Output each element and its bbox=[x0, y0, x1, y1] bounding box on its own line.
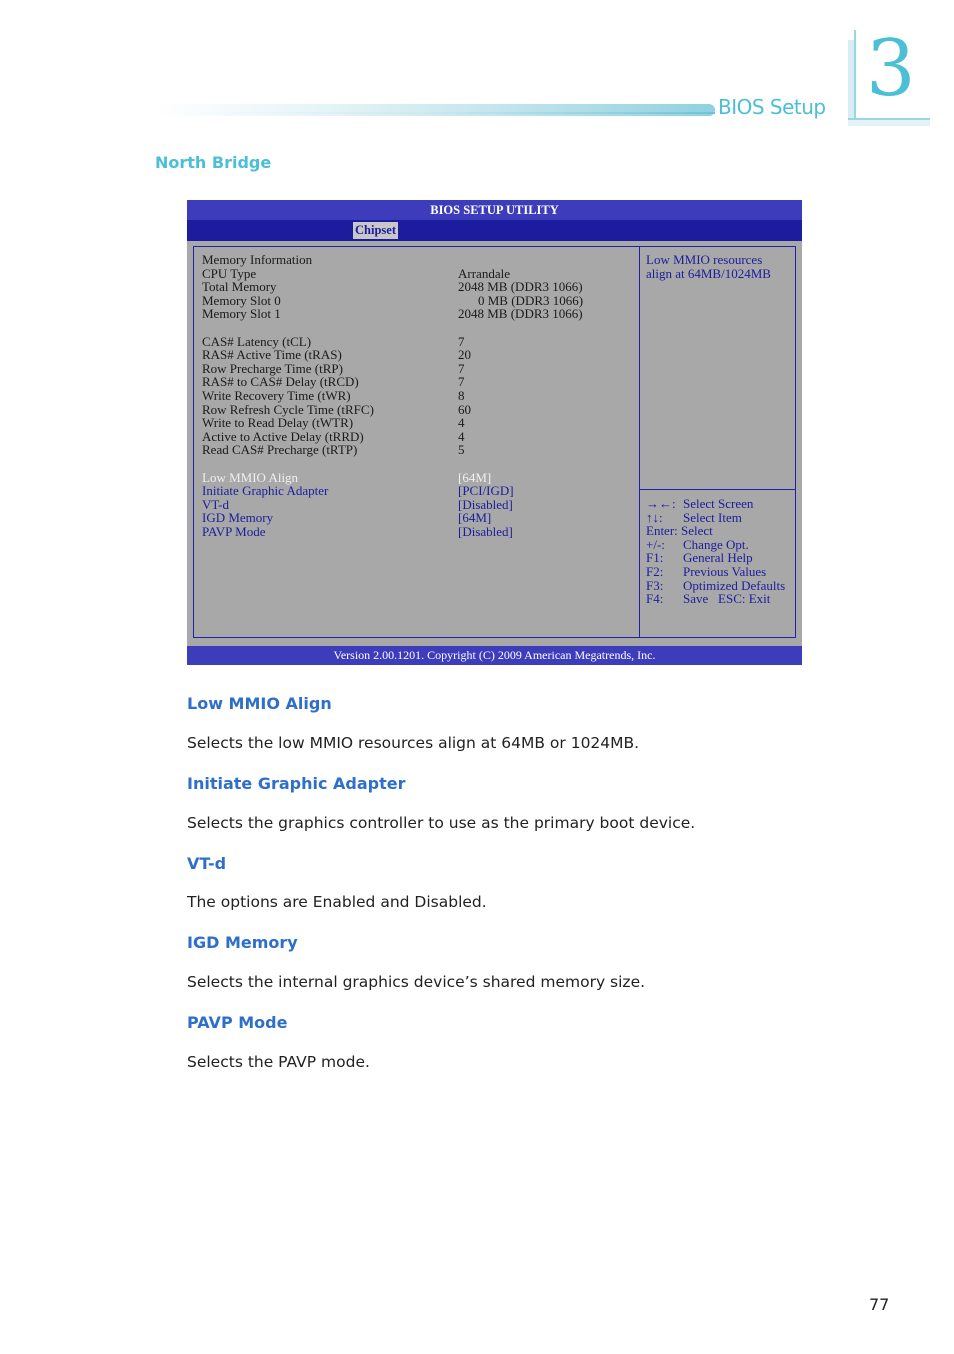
key-select-screen: →←: Select Screen bbox=[646, 496, 754, 511]
pavp-mode-description: Selects the PAVP mode. bbox=[187, 1053, 370, 1071]
active-to-active-delay-row: Active to Active Delay (tRRD) 4 bbox=[202, 428, 465, 444]
low-mmio-align-option[interactable]: Low MMIO Align [64M] bbox=[202, 469, 492, 485]
low-mmio-align-description: Selects the low MMIO resources align at 64MB or 1024MB. bbox=[187, 734, 640, 752]
initiate-graphic-adapter-option[interactable]: Initiate Graphic Adapter [PCI/IGD] bbox=[202, 483, 514, 499]
key-select-item: ↑↓: Select Item bbox=[646, 509, 742, 525]
bios-settings-list bbox=[202, 253, 632, 538]
igd-memory-heading: IGD Memory bbox=[187, 933, 298, 952]
write-to-read-delay-row: Write to Read Delay (tWTR) 4 bbox=[202, 415, 465, 431]
bios-menubar bbox=[187, 220, 802, 241]
header-title: BIOS Setup bbox=[718, 95, 826, 119]
low-mmio-align-heading: Low MMIO Align bbox=[187, 694, 332, 713]
pavp-mode-heading: PAVP Mode bbox=[187, 1013, 288, 1032]
key-general-help: F1: General Help bbox=[646, 550, 753, 566]
bios-footer: Version 2.00.1201. Copyright (C) 2009 American Megatrends, Inc. bbox=[187, 646, 802, 665]
key-previous-values: F2: Previous Values bbox=[646, 563, 767, 579]
read-cas-precharge-row: Read CAS# Precharge (tRTP) 5 bbox=[202, 442, 465, 458]
initiate-graphic-adapter-heading: Initiate Graphic Adapter bbox=[187, 774, 406, 793]
memory-slot-0-row: Memory Slot 0 0 MB (DDR3 1066) bbox=[202, 292, 584, 308]
vt-d-description: The options are Enabled and Disabled. bbox=[187, 893, 487, 911]
bios-screen bbox=[187, 200, 802, 665]
key-change-option: +/-: Change Opt. bbox=[646, 536, 749, 552]
key-optimized-defaults: F3: Optimized Defaults bbox=[646, 577, 786, 593]
header-decoration-bar bbox=[155, 104, 715, 116]
ras-to-cas-delay-row: RAS# to CAS# Delay (tRCD) 7 bbox=[202, 374, 465, 390]
write-recovery-time-row: Write Recovery Time (tWR) 8 bbox=[202, 387, 465, 403]
key-save-exit: F4: Save ESC: Exit bbox=[646, 591, 771, 607]
cas-latency-row: CAS# Latency (tCL) 7 bbox=[202, 333, 465, 349]
vt-d-heading: VT-d bbox=[187, 854, 227, 873]
igd-memory-option[interactable]: IGD Memory [64M] bbox=[202, 510, 492, 526]
cpu-type-row: CPU Type Arrandale bbox=[202, 265, 510, 281]
initiate-graphic-adapter-description: Selects the graphics controller to use as the primary boot device. bbox=[187, 814, 696, 832]
chapter-number: 3 bbox=[866, 24, 916, 114]
bios-title: BIOS SETUP UTILITY bbox=[187, 200, 802, 220]
pavp-mode-option[interactable]: PAVP Mode [Disabled] bbox=[202, 523, 513, 539]
memory-information-row: Memory Information bbox=[202, 252, 313, 267]
section-title: North Bridge bbox=[155, 153, 272, 172]
bios-help-text: Low MMIO resources align at 64MB/1024MB bbox=[646, 252, 771, 281]
memory-slot-1-row: Memory Slot 1 2048 MB (DDR3 1066) bbox=[202, 306, 583, 322]
tab-chipset[interactable]: Chipset bbox=[355, 223, 396, 237]
ras-active-time-row: RAS# Active Time (tRAS) 20 bbox=[202, 347, 471, 363]
igd-memory-description: Selects the internal graphics device’s shared memory size. bbox=[187, 973, 646, 991]
bios-main-panel bbox=[193, 246, 796, 638]
vt-d-option[interactable]: VT-d [Disabled] bbox=[202, 496, 513, 512]
page-number: 77 bbox=[869, 1295, 890, 1314]
total-memory-row: Total Memory 2048 MB (DDR3 1066) bbox=[202, 279, 583, 295]
row-refresh-cycle-time-row: Row Refresh Cycle Time (tRFC) 60 bbox=[202, 401, 471, 417]
row-precharge-time-row: Row Precharge Time (tRP) 7 bbox=[202, 360, 465, 376]
bios-key-legend bbox=[646, 497, 796, 606]
key-enter-select: Enter: Select bbox=[646, 523, 713, 539]
